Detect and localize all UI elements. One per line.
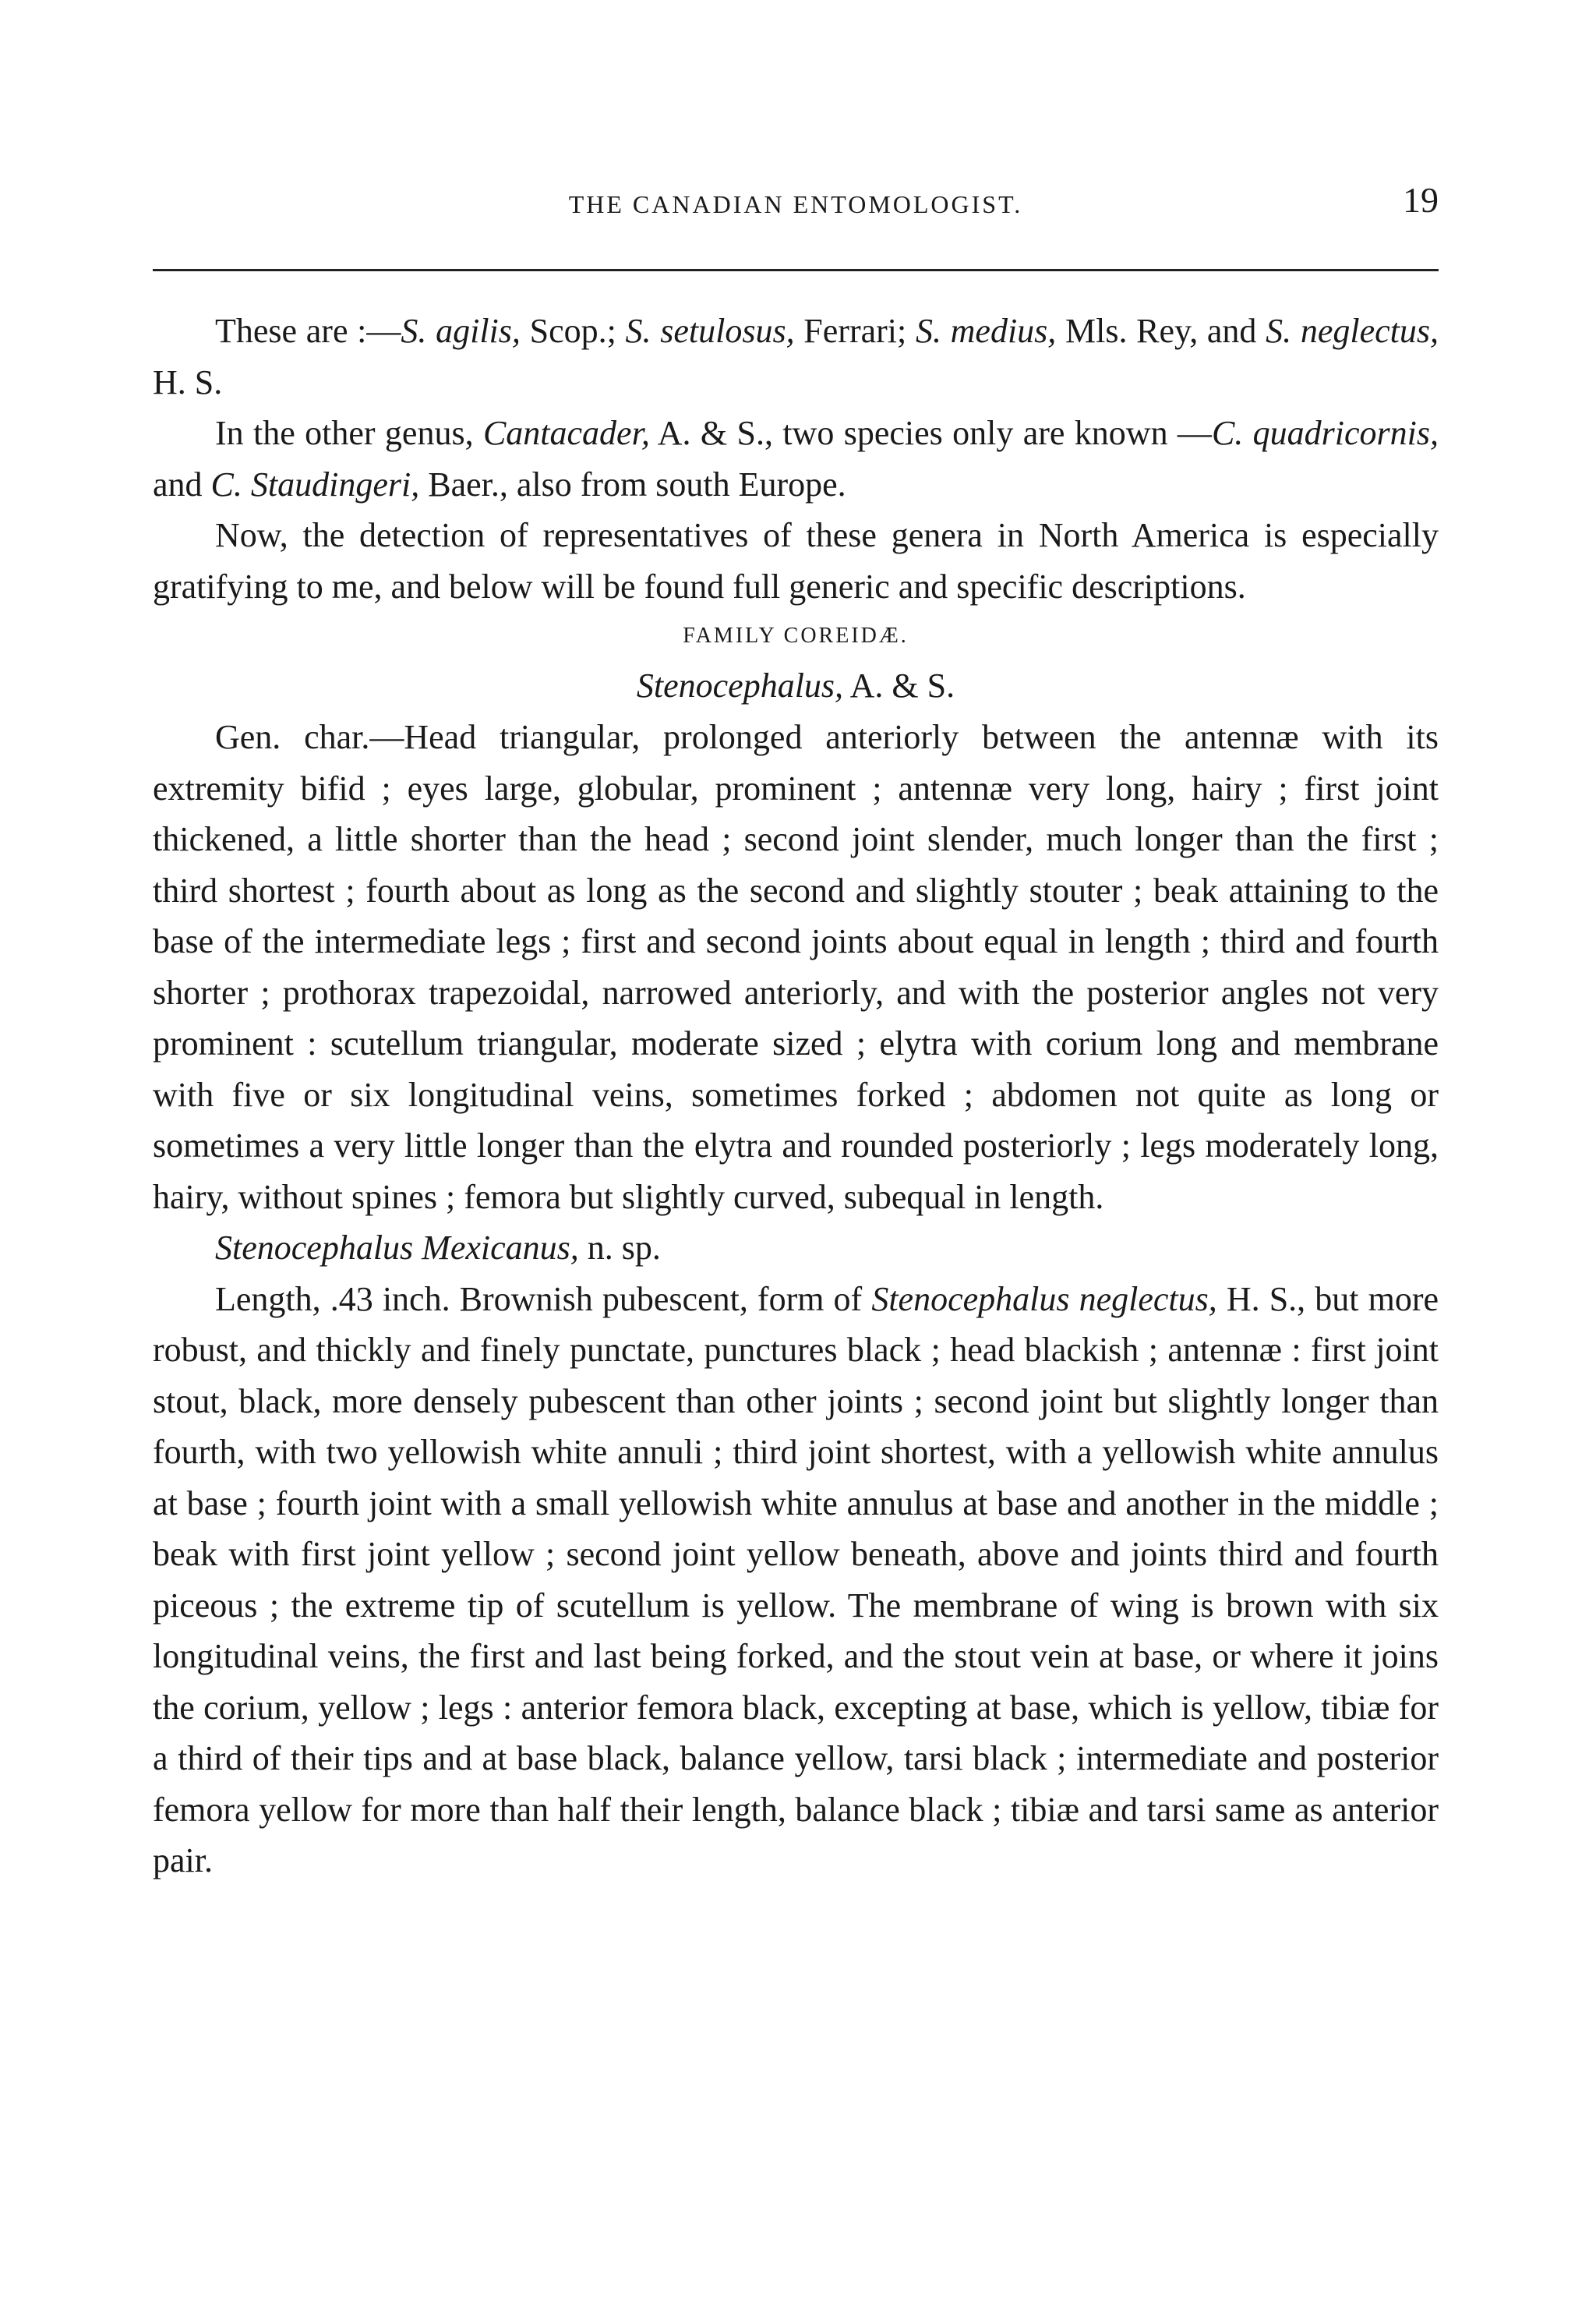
text-run: Baer., also from south Europe. xyxy=(419,465,846,504)
family-heading: FAMILY COREIDÆ. xyxy=(683,624,909,648)
text-run: These are :— xyxy=(215,312,401,350)
genus-authority: A. & S. xyxy=(843,667,955,705)
text-run: A. & S., two species only are known — xyxy=(649,414,1212,452)
cantacader-paragraph xyxy=(153,408,1439,510)
text-run: Mls. Rey, and xyxy=(1056,312,1266,350)
species-suffix: n. sp. xyxy=(578,1229,661,1267)
body-text xyxy=(153,306,1439,1886)
detection-paragraph: Now, the detection of representatives of these genera in North America is especially gratifying to me, and below will be found full generic and specific descriptions. xyxy=(153,516,1439,606)
species-name: S. setulosus, xyxy=(625,312,795,350)
text-run: and xyxy=(153,465,211,504)
journal-title: THE CANADIAN ENTOMOLOGIST. xyxy=(568,190,1023,218)
species-name: Stenocephalus neglectus, xyxy=(871,1279,1217,1318)
genus-name: Stenocephalus, xyxy=(636,667,844,705)
species-name: C. quadricornis, xyxy=(1211,414,1439,452)
genus-heading xyxy=(153,660,1439,712)
text-run: H. S. xyxy=(153,362,223,401)
header-rule xyxy=(153,269,1439,271)
text-run: In the other genus, xyxy=(215,414,483,452)
text-run: H. S., but more robust, and thickly and finely punctate, punctures black ; head blackish ; antennæ : first joint stout, black, more densely pubescent than other joints ; second joint but slightly longer than fourth, with two yellowish white annuli ; third joint shortest, with a yellowish white annulus at base ; fourth joint with a small yellowish white annulus at base and another in the middle ; beak with first joint yellow ; second joint yellow beneath, above and joints third and fourth piceous ; the extreme tip of scutellum is yellow. The membrane of wing is brown with six longitudinal veins, the first and last being forked, and the stout vein at base, or where it joins the corium, yellow ; legs : anterior femora black, excepting at base, which is yellow, tibiæ for a third of their tips and at base black, balance yellow, tarsi black ; intermediate and posterior femora yellow for more than half their length, balance black ; tibiæ and tarsi same as anterior pair. xyxy=(153,1279,1439,1879)
species-description xyxy=(153,1274,1439,1886)
text-run: Ferrari; xyxy=(794,312,916,350)
generic-description: Gen. char.—Head triangular, prolonged anteriorly between the antennæ with its extremity bifid ; eyes large, globular, prominent ; antennæ very long, hairy ; first joint thickened, a little shorter than the head ; second joint slender, much longer than the first ; third shortest ; fourth about as long as the second and slightly stouter ; beak attaining to the base of the intermediate legs ; first and second joints about equal in length ; third and fourth shorter ; prothorax trapezoidal, narrowed anteriorly, and with the posterior angles not very prominent : scutellum triangular, moderate sized ; elytra with corium long and membrane with five or six longitudinal veins, sometimes forked ; abdomen not quite as long or sometimes a very little longer than the elytra and rounded posteriorly ; legs moderately long, hairy, without spines ; femora but slightly curved, subequal in length. xyxy=(153,718,1439,1216)
page-number: 19 xyxy=(1403,180,1439,220)
text-run: Scop.; xyxy=(520,312,626,350)
species-name: S. agilis, xyxy=(401,312,521,350)
species-name: S. neglectus, xyxy=(1266,312,1439,350)
genus-name: Cantacader, xyxy=(482,414,650,452)
species-heading xyxy=(153,1222,1439,1274)
text-run: Length, .43 inch. Brownish pubescent, form of xyxy=(215,1279,872,1318)
species-name: C. Staudingeri, xyxy=(210,465,420,504)
species-name: S. medius, xyxy=(915,312,1057,350)
species-name: Stenocephalus Mexicanus, xyxy=(215,1229,579,1267)
running-head xyxy=(153,179,1439,234)
species-list-paragraph xyxy=(153,306,1439,408)
